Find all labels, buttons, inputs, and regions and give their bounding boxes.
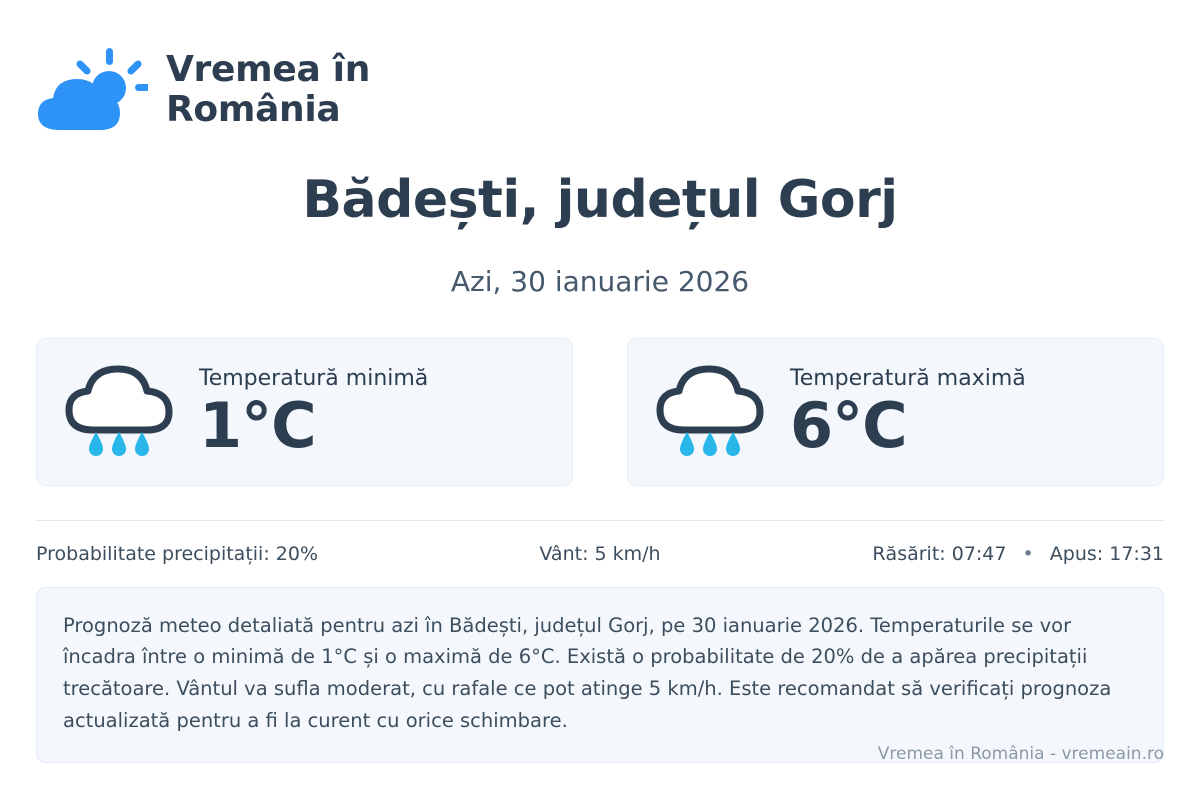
- max-temperature-value: 6°C: [790, 388, 907, 462]
- page-title: Bădești, județul Gorj: [302, 170, 898, 230]
- rain-cloud-icon: [63, 360, 175, 464]
- brand-name-line2: România: [166, 89, 341, 130]
- forecast-description: Prognoză meteo detaliată pentru azi în Bădești, județul Gorj, pe 30 ianuarie 2026. Temperaturile se vor încadra între o minimă de 1°C și o maximă de 6°C. Există o probabilitate de 20% de a apărea precipitații trecătoare. Vântul va sufla moderat, cu rafale ce pot atinge 5 km/h. Este recomandat să verificați prognoza actualizată pentru a fi la curent cu orice schimbare.: [36, 587, 1164, 763]
- stats-row: [36, 520, 1164, 565]
- min-temperature-label: Temperatură minimă: [199, 365, 429, 391]
- footer-credit: Vremea în România - vremeain.ro: [877, 744, 1164, 764]
- wind-stat: Vânt: 5 km/h: [539, 542, 661, 565]
- max-temperature-card: [627, 338, 1164, 486]
- temperature-cards: [36, 338, 1164, 486]
- brand-name-line1: Vremea în: [166, 48, 371, 90]
- date-subtitle: Azi, 30 ianuarie 2026: [450, 264, 750, 298]
- max-temperature-label: Temperatură maximă: [790, 365, 1026, 391]
- sun-times-stat: [788, 543, 1164, 565]
- sun-behind-cloud-icon: [36, 46, 148, 134]
- sunset-value: Apus: 17:31: [1049, 542, 1164, 565]
- min-temperature-text: [199, 365, 429, 462]
- max-temperature-text: [790, 365, 1026, 462]
- sunrise-value: Răsărit: 07:47: [872, 542, 1007, 565]
- min-temperature-card: [36, 338, 573, 486]
- rain-cloud-icon: [654, 360, 766, 464]
- stat-separator: •: [1022, 542, 1034, 565]
- brand-header: [36, 0, 1164, 134]
- min-temperature-value: 1°C: [199, 388, 316, 462]
- precipitation-stat: Probabilitate precipitații: 20%: [36, 542, 318, 565]
- brand-name: [166, 50, 370, 131]
